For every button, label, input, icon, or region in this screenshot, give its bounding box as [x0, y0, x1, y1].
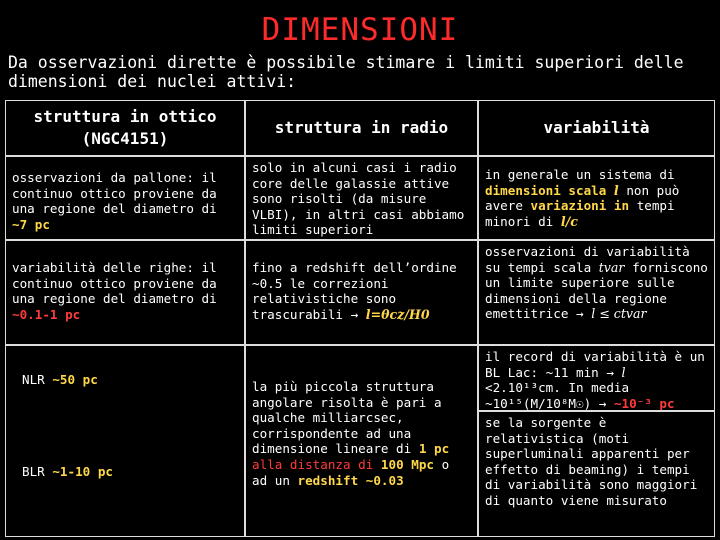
nlr-value: ~50 pc: [52, 372, 98, 387]
arrow-icon: →: [598, 395, 607, 411]
radio-row3-text-c: o ad un: [252, 456, 450, 488]
blr-label: BLR: [22, 464, 45, 479]
var-row3-value: ~10⁻³ pc: [613, 395, 675, 411]
radio-cell-1: [245, 156, 478, 240]
ottico-cell-3: [5, 345, 245, 537]
radio-row3-value-c: redshift ~0.03: [297, 472, 404, 488]
var-cell-2: [478, 240, 715, 345]
radio-row3-text-a: la più piccola struttura angolare risolta è pari a qualche milliarcsec, corrispondente ad una dimensione lineare di: [252, 379, 442, 457]
radio-row3-value-b: 100 Mpc: [380, 456, 434, 472]
var-row1-formula-b: l/c: [560, 213, 578, 229]
ottico-row1-text: osservazioni da pallone: il continuo ottico proviene da una regione del diametro di: [12, 170, 217, 217]
radio-row2-text: fino a redshift dell’ordine ~0.5 le correzioni relativistiche sono trascurabili: [252, 260, 457, 322]
arrow-icon: →: [350, 306, 359, 322]
var-row3-text: il record di variabilità è un BL Lac: ~11 min: [485, 349, 705, 380]
header-radio-label: struttura in radio: [274, 118, 449, 137]
var-row1-value-a: dimensioni scala: [485, 182, 607, 198]
header-ottico-label: struttura in ottico (NGC4151): [33, 107, 217, 148]
ottico-row2-value: ~0.1-1 pc: [12, 306, 81, 322]
var-cell-1: [478, 156, 715, 240]
var-row2-formula-b: l ≤ ctvar: [591, 306, 647, 322]
radio-row1-text: solo in alcuni casi i radio core delle galassie attive sono risolti (da misure VLBI), in altri casi abbiamo limiti superiori: [252, 160, 465, 238]
arrow-icon: →: [606, 364, 614, 380]
arrow-icon: →: [576, 306, 584, 322]
var-row1-value-b: variazioni in: [530, 198, 630, 214]
var-row2-formula-a: tvar: [598, 259, 625, 275]
ottico-cell-1: [5, 156, 245, 240]
page-title: DIMENSIONI: [261, 12, 459, 48]
radio-row3-value-a: 1 pc: [418, 441, 450, 457]
nlr-label: NLR: [22, 372, 45, 387]
radio-cell-2: [245, 240, 478, 345]
intro-text: Da osservazioni dirette è possibile stimare i limiti superiori delle dimensioni dei nuclei attivi:: [8, 53, 684, 91]
var-row3-formula: l: [621, 364, 626, 380]
header-radio: [245, 100, 478, 156]
var-row1-text-c: tempi minori di: [485, 198, 675, 229]
ottico-cell-2: [5, 240, 245, 345]
radio-row2-formula: l=θcz/H0: [365, 306, 430, 322]
var-row4-text: se la sorgente è relativistica (moti superluminali apparenti per effetto di beaming) i tempi di variabilità sono maggiori di quanto viene misurato: [485, 415, 698, 508]
var-row3-text-b: <2.10¹³cm. In media ~10¹⁵(M/10⁸M☉): [485, 380, 630, 411]
var-row1-text-a: in generale un sistema di: [485, 167, 675, 182]
radio-row3-text-b: alla distanza di: [252, 456, 374, 472]
var-row2-text: osservazioni di variabilità su tempi scala: [485, 244, 690, 275]
var-row1-text-b: non può avere: [485, 182, 680, 214]
header-ottico: [5, 100, 245, 156]
var-row1-formula-a: l: [613, 182, 619, 198]
dimensions-table: [5, 100, 715, 537]
header-variabilita: [478, 100, 715, 156]
radio-cell-3: [245, 345, 478, 537]
ottico-row2-text: variabilità delle righe: il continuo ottico proviene da una regione del diametro di: [12, 260, 217, 307]
var-row2-text-b: forniscono un limite superiore sulle dimensioni della regione emettitrice: [485, 259, 708, 322]
header-variabilita-label: variabilità: [543, 118, 650, 137]
var-cell-4: [478, 411, 715, 537]
ottico-row1-value: ~7 pc: [12, 216, 50, 232]
nlr-line: [22, 372, 98, 388]
var-cell-3: [478, 345, 715, 411]
blr-line: [22, 464, 113, 480]
blr-value: ~1-10 pc: [52, 464, 114, 479]
